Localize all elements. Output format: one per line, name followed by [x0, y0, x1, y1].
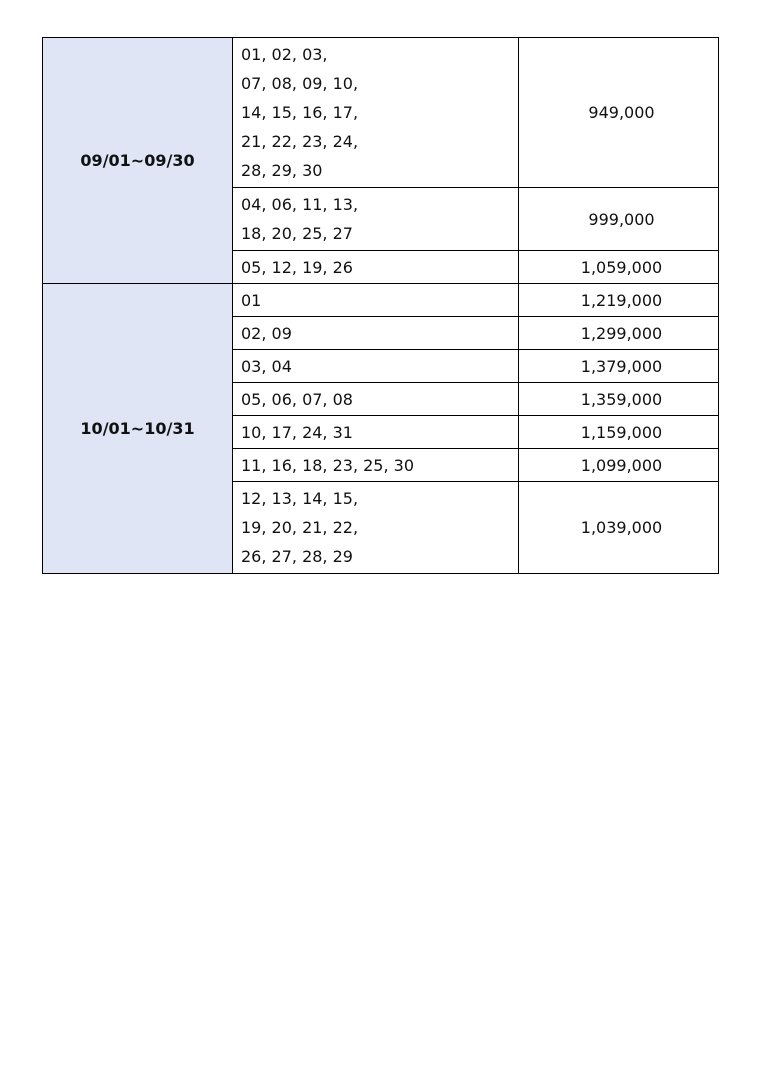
dates-line: 28, 29, 30 — [241, 161, 323, 180]
dates-cell — [233, 251, 519, 284]
dates-line: 04, 06, 11, 13, — [241, 195, 359, 214]
price-cell — [519, 416, 719, 449]
dates-cell — [233, 383, 519, 416]
period-cell — [43, 38, 233, 284]
dates-cell — [233, 317, 519, 350]
table-row — [43, 38, 719, 188]
dates-cell — [233, 416, 519, 449]
price-cell — [519, 284, 719, 317]
price-cell — [519, 38, 719, 188]
price-value: 1,059,000 — [580, 257, 663, 277]
price-value: 1,099,000 — [580, 455, 663, 475]
price-value: 949,000 — [588, 103, 655, 122]
dates-cell — [233, 449, 519, 482]
price-value: 1,299,000 — [580, 323, 663, 343]
dates-line: 11, 16, 18, 23, 25, 30 — [241, 455, 415, 475]
dates-line: 12, 13, 14, 15, — [241, 489, 359, 508]
price-value: 1,379,000 — [580, 356, 663, 376]
price-value: 1,219,000 — [580, 290, 663, 310]
dates-line: 05, 12, 19, 26 — [241, 257, 353, 277]
price-value: 1,359,000 — [580, 389, 663, 409]
price-value: 999,000 — [588, 209, 655, 229]
period-cell — [43, 284, 233, 574]
dates-line: 07, 08, 09, 10, — [241, 74, 359, 93]
table-row — [43, 284, 719, 317]
price-table — [42, 37, 719, 574]
dates-cell — [233, 482, 519, 574]
dates-line: 01, 02, 03, — [241, 45, 328, 64]
price-cell — [519, 317, 719, 350]
period-label: 10/01~10/31 — [80, 419, 195, 438]
dates-line: 02, 09 — [241, 323, 292, 343]
price-cell — [519, 449, 719, 482]
dates-line: 14, 15, 16, 17, — [241, 103, 359, 122]
dates-line: 26, 27, 28, 29 — [241, 547, 353, 566]
price-cell — [519, 482, 719, 574]
price-value: 1,159,000 — [580, 422, 663, 442]
price-value: 1,039,000 — [580, 518, 663, 537]
dates-cell — [233, 38, 519, 188]
dates-line: 21, 22, 23, 24, — [241, 132, 359, 151]
dates-line: 05, 06, 07, 08 — [241, 389, 353, 409]
price-cell — [519, 251, 719, 284]
dates-line: 01 — [241, 290, 262, 310]
period-label: 09/01~09/30 — [80, 151, 195, 170]
dates-line: 10, 17, 24, 31 — [241, 422, 353, 442]
dates-cell — [233, 188, 519, 251]
dates-cell — [233, 284, 519, 317]
price-cell — [519, 350, 719, 383]
price-cell — [519, 383, 719, 416]
dates-line: 18, 20, 25, 27 — [241, 224, 353, 243]
dates-line: 03, 04 — [241, 356, 292, 376]
dates-cell — [233, 350, 519, 383]
price-cell — [519, 188, 719, 251]
dates-line: 19, 20, 21, 22, — [241, 518, 359, 537]
